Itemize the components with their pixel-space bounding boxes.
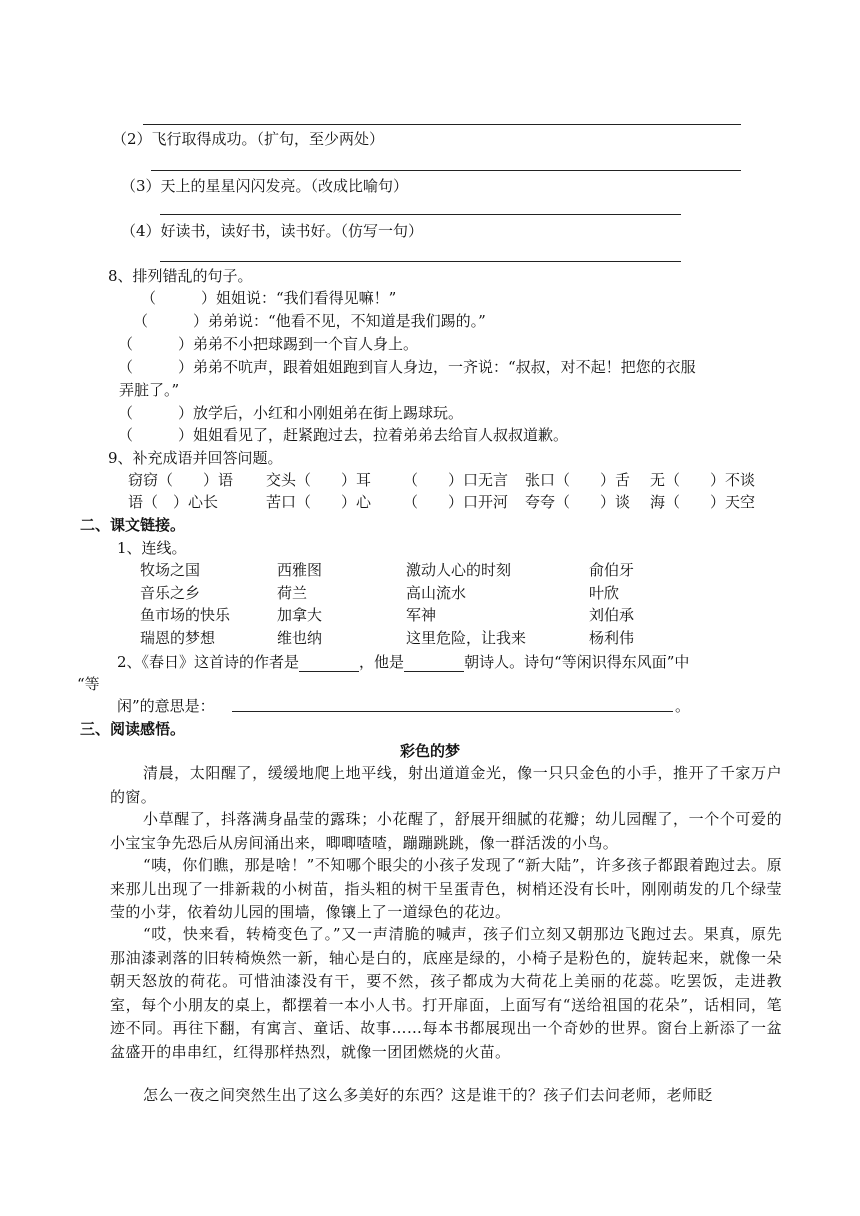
answer-line[interactable] xyxy=(151,170,741,171)
q8-line: （ ）弟弟不小把球踢到一个盲人身上。 xyxy=(118,335,419,353)
idiom: （ ）口无言 xyxy=(403,471,509,489)
q8-line: （ ）放学后，小红和小刚姐弟在街上踢球玩。 xyxy=(118,404,464,422)
section-heading: 三、阅读感悟。 xyxy=(80,720,186,738)
passage-paragraph: 怎么一夜之间突然生出了这么多美好的东西？这是谁干的？孩子们去问老师，老师眨 xyxy=(143,1086,713,1104)
q2-text: 2、《春日》这首诗的作者是 xyxy=(117,653,300,671)
q8-line: （ ）姐姐说：“我们看得见嘛！” xyxy=(141,289,397,307)
match-item[interactable]: 叶欣 xyxy=(589,584,620,602)
idiom: 张口（ ）舌 xyxy=(525,471,631,489)
idiom: 夸夸（ ）谈 xyxy=(525,493,631,511)
q2-text: 。 xyxy=(675,697,691,715)
idiom: 无（ ）不谈 xyxy=(650,471,756,489)
match-item[interactable]: 高山流水 xyxy=(406,584,467,602)
idiom: 苦口（ ）心 xyxy=(266,493,372,511)
passage-paragraph: 清晨，太阳醒了，缓缓地爬上地平线，射出道道金光，像一只只金色的小手，推开了千家万户的窗。 xyxy=(110,764,782,806)
match-item[interactable]: 瑞恩的梦想 xyxy=(140,629,216,647)
section-heading: 二、课文链接。 xyxy=(80,516,186,534)
answer-line[interactable] xyxy=(160,214,681,215)
q9-title: 9、补充成语并回答问题。 xyxy=(108,449,283,467)
q2-line xyxy=(117,651,689,672)
q7-item-3: （3）天上的星星闪闪发亮。（改成比喻句） xyxy=(121,177,409,195)
match-item[interactable]: 激动人心的时刻 xyxy=(406,561,512,579)
match-item[interactable]: 音乐之乡 xyxy=(140,584,201,602)
match-item[interactable]: 俞伯牙 xyxy=(589,561,635,579)
match-item[interactable]: 鱼市场的快乐 xyxy=(140,606,231,624)
answer-line[interactable] xyxy=(143,124,741,125)
q2-text: 闲”的意思是： xyxy=(117,697,215,715)
q8-title: 8、排列错乱的句子。 xyxy=(108,267,253,285)
q2-text: 朝诗人。诗句“等闲识得东风面”中 xyxy=(464,653,690,671)
match-item[interactable]: 西雅图 xyxy=(277,561,323,579)
match-item[interactable]: 牧场之国 xyxy=(140,561,201,579)
q8-line: （ ）姐姐看见了，赶紧跑过去，拉着弟弟去给盲人叔叔道歉。 xyxy=(118,426,569,444)
match-item[interactable]: 这里危险，让我来 xyxy=(406,629,527,647)
match-item[interactable]: 军神 xyxy=(406,606,437,624)
passage-paragraph: “咦，你们瞧，那是啥！”不知哪个眼尖的小孩子发现了“新大陆”，许多孩子都跟着跑过去。原来那儿出现了一排新栽的小树苗，指头粗的树干呈蛋青色，树梢还没有长叶，刚刚萌发的几个绿莹莹的小芽，依着幼儿园的围墙，像镶上了一道绿色的花边。 xyxy=(110,856,782,921)
answer-line[interactable] xyxy=(232,711,673,712)
idiom: 语（ ）心长 xyxy=(128,493,219,511)
match-item[interactable]: 杨利伟 xyxy=(589,629,635,647)
idiom: （ ）口开河 xyxy=(403,493,509,511)
passage-paragraph: 小草醒了，抖落满身晶莹的露珠；小花醒了，舒展开细腻的花瓣；幼儿园醒了，一个个可爱的小宝宝争先恐后从房间涌出来，唧唧喳喳，蹦蹦跳跳，像一群活泼的小鸟。 xyxy=(110,810,782,852)
answer-blank[interactable] xyxy=(404,655,464,672)
q2-text: “等 xyxy=(77,675,100,693)
q8-line: （ ）弟弟说：“他看不见，不知道是我们踢的。” xyxy=(133,312,486,330)
match-item[interactable]: 维也纳 xyxy=(277,629,323,647)
q8-line: 弄脏了。” xyxy=(119,381,180,399)
match-item[interactable]: 刘伯承 xyxy=(589,606,635,624)
idiom: 交头（ ）耳 xyxy=(266,471,372,489)
match-item[interactable]: 加拿大 xyxy=(277,606,323,624)
passage-paragraph: “哎，快来看，转椅变色了。”又一声清脆的喊声，孩子们立刻又朝那边飞跑过去。果真，原先那油漆剥落的旧转椅焕然一新，轴心是白的，底座是绿的，小椅子是粉色的，旋转起来，就像一朵朝天怒放的荷花。可惜油漆没有干，要不然，孩子都成为大荷花上美丽的花蕊。吃罢饭，走进教室，每个小朋友的桌上，都摆着一本小人书。打开扉面，上面写有“送给祖国的花朵”，话相同，笔迹不同。再往下翻，有寓言、童话、故事……每本书都展现出一个奇妙的世界。窗台上新添了一盆盆盛开的串串红，红得那样热烈，就像一团团燃烧的火苗。 xyxy=(110,925,782,1061)
answer-line[interactable] xyxy=(160,261,681,262)
q2-text: ，他是 xyxy=(359,653,405,671)
q8-line: （ ）弟弟不吭声，跟着姐姐跑到盲人身边，一齐说：“叔叔，对不起！把您的衣服 xyxy=(118,358,696,376)
idiom: 窃窃（ ）语 xyxy=(128,471,234,489)
q7-item-4: （4）好读书，读好书，读书好。（仿写一句） xyxy=(121,222,424,240)
match-item[interactable]: 荷兰 xyxy=(277,584,308,602)
passage-title: 彩色的梦 xyxy=(399,742,460,760)
q1-title: 1、连线。 xyxy=(117,539,187,557)
q7-item-2: （2）飞行取得成功。（扩句，至少两处） xyxy=(112,130,385,148)
answer-blank[interactable] xyxy=(299,655,359,672)
idiom: 海（ ）天空 xyxy=(650,493,756,511)
